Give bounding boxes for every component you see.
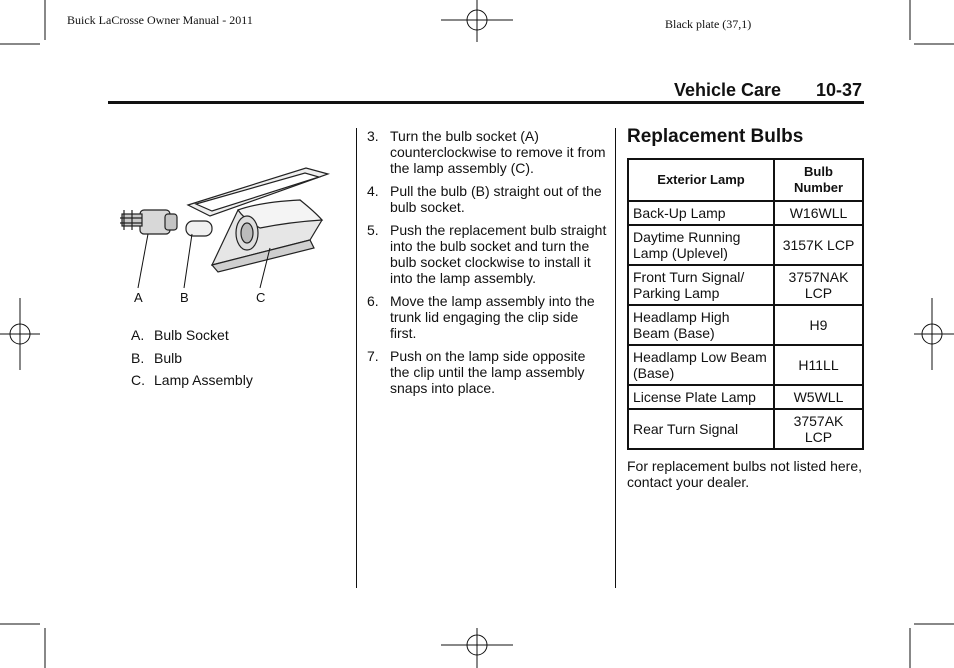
- step-item: [367, 293, 607, 341]
- callout-key: A.: [131, 327, 145, 343]
- license-lamp-illustration: [110, 160, 350, 310]
- table-row: [628, 201, 863, 225]
- callout-key: B.: [131, 349, 145, 366]
- table-row: [628, 345, 863, 385]
- figure-label-c: C: [256, 290, 266, 305]
- lamp-cell: Daytime Running Lamp (Uplevel): [628, 225, 774, 265]
- step-item: [367, 348, 607, 396]
- replacement-bulbs-note: For replacement bulbs not listed here, contact your dealer.: [627, 458, 863, 490]
- page-number: 10-37: [816, 80, 863, 100]
- bulb-cell: 3157K LCP: [774, 225, 863, 265]
- step-number: 7.: [367, 348, 379, 364]
- bulb-cell: H9: [774, 305, 863, 345]
- callout-item: [131, 347, 253, 370]
- column-divider-1: [356, 128, 357, 588]
- replacement-bulbs-table: [627, 158, 864, 450]
- step-text: Push the replacement bulb straight into the bulb socket and turn the bulb socket clockwise to install it into the lamp assembly.: [390, 222, 607, 286]
- step-item: [367, 128, 607, 176]
- column-header-bulb-number: Bulb Number: [774, 159, 863, 201]
- table-row: [628, 305, 863, 345]
- callout-text: Lamp Assembly: [154, 372, 253, 388]
- step-item: [367, 183, 607, 215]
- bulb-cell: 3757AK LCP: [774, 409, 863, 449]
- lamp-cell: License Plate Lamp: [628, 385, 774, 409]
- lamp-cell: Headlamp Low Beam (Base): [628, 345, 774, 385]
- running-header-right: Black plate (37,1): [665, 17, 752, 31]
- column-header-exterior-lamp: Exterior Lamp: [628, 159, 774, 201]
- callout-item: [131, 369, 253, 392]
- table-row: [628, 225, 863, 265]
- replacement-bulbs-title: Replacement Bulbs: [627, 126, 804, 147]
- step-number: 3.: [367, 128, 379, 144]
- figure-label-a: A: [134, 290, 143, 305]
- section-title: Vehicle Care: [674, 80, 782, 100]
- step-text: Move the lamp assembly into the trunk lid engaging the clip side first.: [390, 293, 595, 341]
- callout-text: Bulb Socket: [154, 327, 229, 343]
- bulb-cell: H11LL: [774, 345, 863, 385]
- table-row: [628, 265, 863, 305]
- figure-callouts: [131, 324, 253, 392]
- step-text: Pull the bulb (B) straight out of the bulb socket.: [390, 183, 602, 215]
- running-header-left: Buick LaCrosse Owner Manual - 2011: [67, 13, 253, 27]
- bulb-cell: W5WLL: [774, 385, 863, 409]
- bulb-cell: W16WLL: [774, 201, 863, 225]
- step-number: 5.: [367, 222, 379, 238]
- bulb-cell: 3757NAK LCP: [774, 265, 863, 305]
- step-text: Turn the bulb socket (A) counterclockwise to remove it from the lamp assembly (C).: [390, 128, 606, 176]
- lamp-cell: Back-Up Lamp: [628, 201, 774, 225]
- step-text: Push on the lamp side opposite the clip until the lamp assembly snaps into place.: [390, 348, 586, 396]
- step-number: 6.: [367, 293, 379, 309]
- column-divider-2: [615, 128, 616, 588]
- lamp-cell: Rear Turn Signal: [628, 409, 774, 449]
- header-rule: [108, 101, 864, 104]
- table-row: [628, 385, 863, 409]
- callout-item: [131, 324, 253, 347]
- figure-label-b: B: [180, 290, 189, 305]
- step-item: [367, 222, 607, 286]
- lamp-cell: Headlamp High Beam (Base): [628, 305, 774, 345]
- procedure-steps: [367, 128, 607, 403]
- table-row: [628, 409, 863, 449]
- callout-key: C.: [131, 372, 145, 388]
- lamp-cell: Front Turn Signal/ Parking Lamp: [628, 265, 774, 305]
- table-header-row: [628, 159, 863, 201]
- step-number: 4.: [367, 183, 379, 199]
- callout-text: Bulb: [154, 349, 183, 366]
